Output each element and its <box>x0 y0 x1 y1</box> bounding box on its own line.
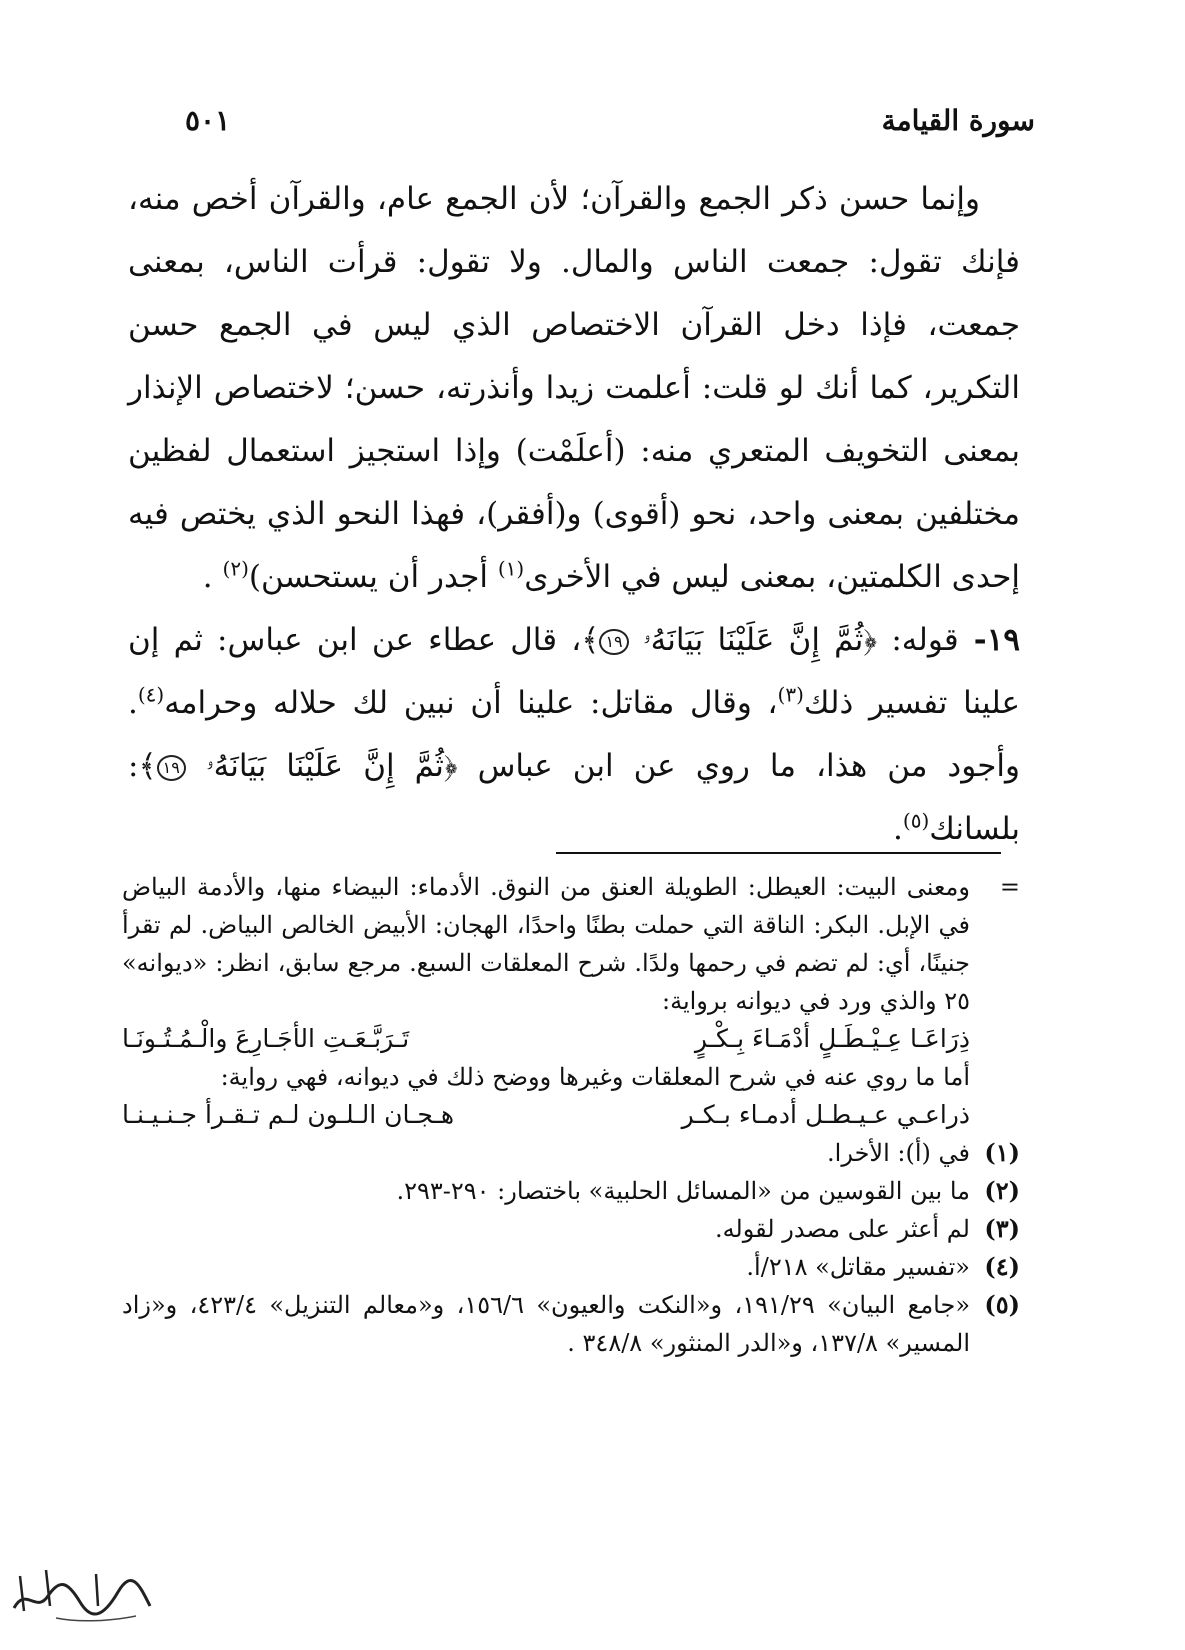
continuation-mark: = <box>999 873 1020 901</box>
footnote-3 <box>122 1210 1020 1248</box>
paragraph-2-d: . وأجود من هذا، ما روي عن ابن عباس <box>128 685 1020 784</box>
footnote-number: (٢) <box>984 1176 1020 1205</box>
publisher-logo <box>6 1556 156 1626</box>
footnotes <box>122 868 1020 1362</box>
footnote-number: (٥) <box>984 1290 1020 1319</box>
footnote-text: ما بين القوسين من «المسائل الحلبية» باختصار: ٢٩٠-٢٩٣. <box>396 1177 970 1205</box>
main-text <box>128 168 1020 861</box>
surah-title: سورة القيامة <box>881 103 1035 137</box>
poetry-verse-2 <box>122 1096 1020 1134</box>
footnote-5 <box>122 1286 1020 1362</box>
paragraph-1 <box>128 168 1020 609</box>
running-header <box>185 95 1035 145</box>
footnote-number: (٣) <box>984 1214 1020 1243</box>
ayah-marker-1: ١٩ <box>599 629 628 655</box>
verse-2-first-hemistich: ذراعـي عـيـطـل أدمـاء بـكـر <box>681 1100 970 1129</box>
footnote-2 <box>122 1172 1020 1210</box>
continuation-text: ومعنى البيت: العيطل: الطويلة العنق من النوق. الأدماء: البيضاء منها، والأدمة البياض في الإبل. البكر: الناقة التي حملت بطنًا واحدًا، الهجان: الأبيض الخالص البياض. لم تقرأ جنينًا، أي: لم تضم في رحمها ولدًا. شرح المعلقات السبع. مرجع سابق، انظر: «ديوانه» ٢٥ والذي ورد في ديوانه برواية: <box>122 873 971 1015</box>
footnote-text: «تفسير مقاتل» ٢١٨/أ. <box>746 1253 970 1281</box>
paragraph-2-a: قوله: <box>877 622 959 658</box>
paragraph-2-e: : بلسانك <box>128 748 1020 847</box>
footnote-1 <box>122 1134 1020 1172</box>
poetry-verse-1 <box>122 1020 1020 1058</box>
paragraph-1-text: وإنما حسن ذكر الجمع والقرآن؛ لأن الجمع عام، والقرآن أخص منه، فإنك تقول: جمعت الناس والمال. ولا تقول: قرأت الناس، بمعنى جمعت، فإذا دخل القرآن الاختصاص الذي ليس في الجمع حسن التكرير، كما أنك لو قلت: أعلمت زيدا وأنذرته، حسن؛ لاختصاص الإنذار بمعنى التخويف المتعري منه: (أعلَمْت) وإذا استجيز استعمال لفظين مختلفين بمعنى واحد، نحو (أقوى) و(أفقر)، فهذا النحو الذي يختص فيه إحدى الكلمتين، بمعنى ليس في الأخرى <box>128 181 1020 595</box>
footnote-text: لم أعثر على مصدر لقوله. <box>714 1215 970 1243</box>
footnote-ref-3: (٣) <box>777 682 804 707</box>
verse-2-second-hemistich: هـجـان الـلـون لـم تـقـرأ جـنـيـنـا <box>122 1100 455 1129</box>
continuation-text-2: أما ما روي عنه في شرح المعلقات وغيرها ووضح ذلك في ديوانه، فهي رواية: <box>220 1063 970 1091</box>
footnote-4 <box>122 1248 1020 1286</box>
page-number: ٥٠١ <box>185 103 231 137</box>
quran-quote-2: ﴿ثُمَّ إِنَّ عَلَيْنَا بَيَانَهُۥ <box>205 748 458 784</box>
footnote-number: (١) <box>984 1138 1020 1167</box>
paragraph-2-c: ، وقال مقاتل: علينا أن نبين لك حلاله وحرامه <box>164 685 778 721</box>
footnote-number: (٤) <box>984 1252 1020 1281</box>
paragraph-2 <box>128 609 1020 861</box>
footnote-continuation <box>122 868 1020 1020</box>
footnote-ref-5: (٥) <box>902 808 930 833</box>
quran-close-1: ﴾ <box>581 622 600 658</box>
footnote-ref-1: (١) <box>497 556 525 581</box>
footnote-separator <box>556 852 1001 854</box>
quran-close-2: ﴾ <box>138 748 157 784</box>
paragraph-1-end: . <box>202 559 223 595</box>
paragraph-1-mid: أجدر أن يستحسن) <box>248 559 498 595</box>
paragraph-2-end: . <box>893 811 903 847</box>
footnote-ref-2: (٢) <box>222 556 249 581</box>
verse-1-second-hemistich: تَـرَبَّـعَـتِ الأجَـارِعَ والْـمُـتُـونَـا <box>122 1024 410 1053</box>
paragraph-2-b: ، قال عطاء عن ابن عباس: ثم إن علينا تفسير ذلك <box>128 622 1020 721</box>
section-number: ١٩- <box>958 622 1020 658</box>
verse-1-first-hemistich: ذِرَاعَـا عِـيْـطَـلٍ أدْمَـاءَ بِـكْـرٍ <box>694 1024 970 1053</box>
footnote-text: «جامع البيان» ١٩١/٢٩، و«النكت والعيون» ١٥٦/٦، و«معالم التنزيل» ٤٢٣/٤، و«زاد المسير» ١٣٧/٨، و«الدر المنثور» ٣٤٨/٨ . <box>122 1291 971 1357</box>
footnote-continuation-2 <box>122 1058 1020 1096</box>
footnote-ref-4: (٤) <box>137 682 165 707</box>
ayah-marker-2: ١٩ <box>157 755 186 781</box>
quran-quote-1: ﴿ثُمَّ إِنَّ عَلَيْنَا بَيَانَهُۥ <box>642 622 878 658</box>
footnote-text: في (أ): الأخرا. <box>827 1139 970 1167</box>
